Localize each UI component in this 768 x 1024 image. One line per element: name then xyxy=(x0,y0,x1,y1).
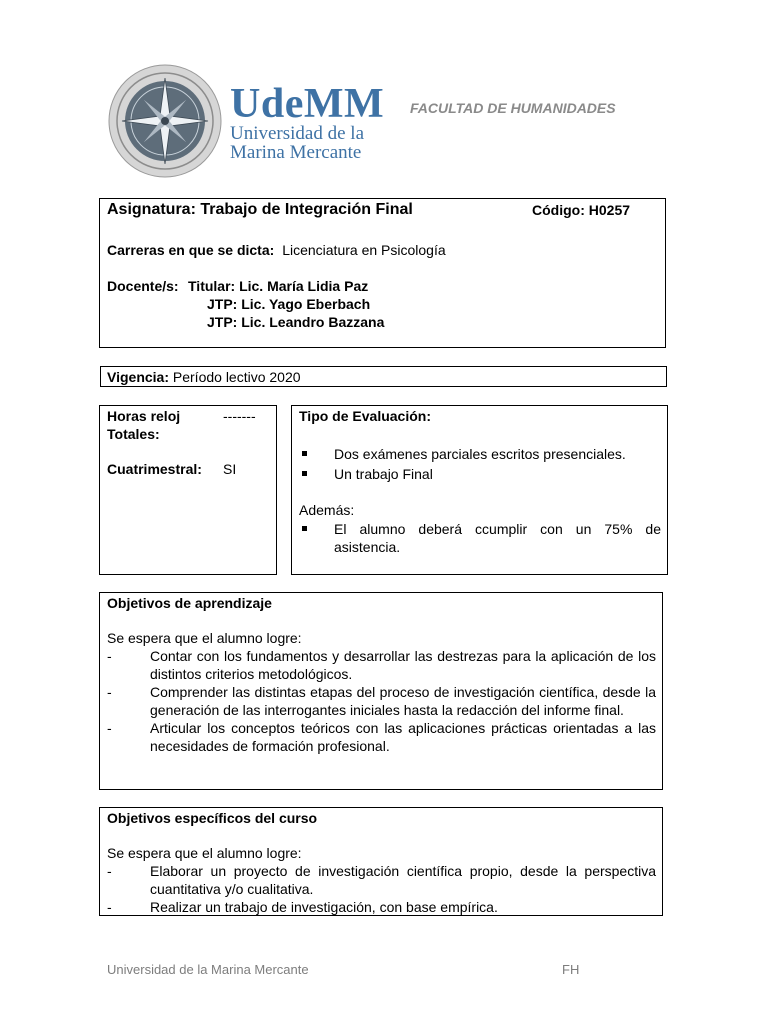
specific-objectives-title: Objetivos específicos del curso xyxy=(107,810,318,826)
subject-box xyxy=(99,198,666,348)
teacher-titular: Titular: Lic. María Lidia Paz xyxy=(188,278,369,294)
university-logo xyxy=(230,81,385,163)
evaluation-list xyxy=(299,445,661,483)
square-bullet-icon xyxy=(302,471,307,476)
footer-faculty-code: FH xyxy=(562,962,580,977)
subject-code: Código: H0257 xyxy=(532,202,631,218)
dash-bullet: - xyxy=(107,648,112,664)
learning-objectives-title: Objetivos de aprendizaje xyxy=(107,595,272,611)
specific-objectives-intro: Se espera que el alumno logre: xyxy=(107,845,302,861)
learning-objectives-list xyxy=(107,647,656,755)
list-item: - Contar con los fundamentos y desarrollar las destrezas para la aplicación de los distintos criterios metodológicos. xyxy=(107,648,656,682)
dash-bullet: - xyxy=(107,720,112,736)
validity-box xyxy=(100,366,667,387)
logo-line-2: Marina Mercante xyxy=(230,142,362,163)
dash-bullet: - xyxy=(107,863,112,879)
evaluation-item: Dos exámenes parciales escritos presenciales. xyxy=(299,445,661,463)
specific-objectives-list xyxy=(107,862,656,916)
university-seal-icon xyxy=(108,64,222,178)
careers-value: Licenciatura en Psicología xyxy=(282,242,446,258)
semester-value: SI xyxy=(223,461,237,477)
logo-line-1: Universidad de la xyxy=(230,123,365,144)
list-item: - Articular los conceptos teóricos con las aplicaciones prácticas orientadas a las necesidades de formación profesional. xyxy=(107,720,656,754)
dash-bullet: - xyxy=(107,684,112,700)
hours-box xyxy=(99,405,277,575)
also-label: Además: xyxy=(299,502,355,518)
evaluation-box xyxy=(291,405,668,575)
validity-label: Vigencia: xyxy=(107,369,169,385)
learning-objectives-intro: Se espera que el alumno logre: xyxy=(107,630,302,646)
teacher-jtp-2: JTP: Lic. Leandro Bazzana xyxy=(207,314,385,330)
list-item: - Comprender las distintas etapas del proceso de investigación científica, desde la generación de las interrogantes iniciales hasta la redacción del informe final. xyxy=(107,684,656,718)
also-item: El alumno deberá ccumplir con un 75% de asistencia. xyxy=(299,520,661,556)
careers-label: Carreras en que se dicta: xyxy=(107,242,275,258)
dash-bullet: - xyxy=(107,899,112,915)
square-bullet-icon xyxy=(302,526,307,531)
square-bullet-icon xyxy=(302,451,307,456)
list-item: - Elaborar un proyecto de investigación científica propio, desde la perspectiva cuantitativa y/o cualitativa. xyxy=(107,863,656,897)
logo-name: UdeMM xyxy=(230,81,385,127)
validity-value: Período lectivo 2020 xyxy=(172,369,301,385)
hours-value: ------- xyxy=(223,408,256,424)
hours-label-1: Horas reloj xyxy=(107,408,181,424)
faculty-title: FACULTAD DE HUMANIDADES xyxy=(410,100,616,116)
teachers-label: Docente/s: xyxy=(107,278,179,294)
specific-objectives-box xyxy=(99,807,663,916)
also-list xyxy=(299,520,661,556)
careers-line xyxy=(107,241,446,259)
validity-line xyxy=(107,368,301,386)
hours-label-2: Totales: xyxy=(107,426,160,442)
footer-university: Universidad de la Marina Mercante xyxy=(107,962,309,977)
evaluation-item: Un trabajo Final xyxy=(299,465,661,483)
teacher-jtp-1: JTP: Lic. Yago Eberbach xyxy=(207,296,371,312)
subject-title: Asignatura: Trabajo de Integración Final xyxy=(107,201,413,218)
learning-objectives-box xyxy=(99,592,663,790)
list-item: - Realizar un trabajo de investigación, con base empírica. xyxy=(107,899,498,915)
semester-label: Cuatrimestral: xyxy=(107,461,202,477)
evaluation-title: Tipo de Evaluación: xyxy=(299,408,431,424)
